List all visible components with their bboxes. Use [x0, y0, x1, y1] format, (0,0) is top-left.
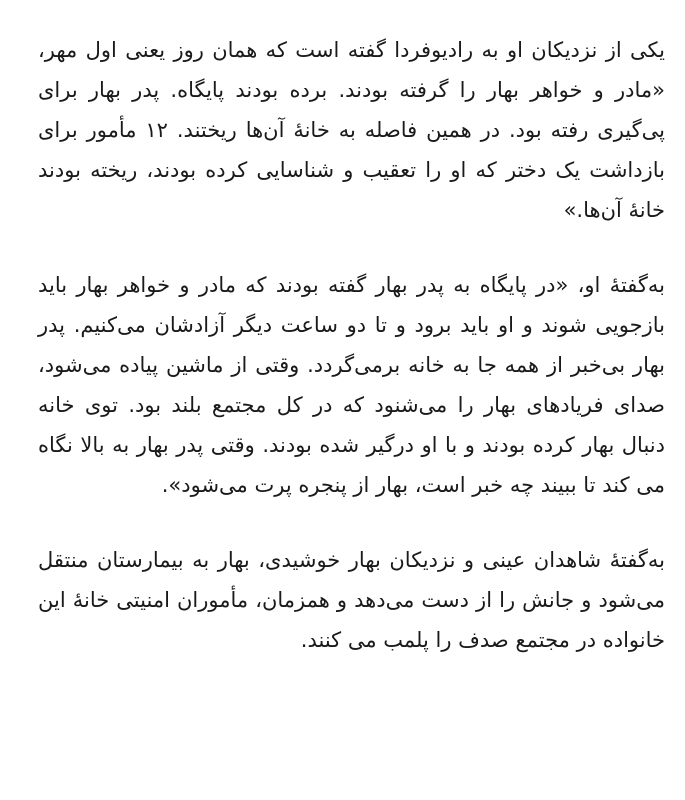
paragraph-2: به‌گفتهٔ او، «در پایگاه به پدر بهار گفته بودند که مادر و خواهر بهار باید بازجویی شوند و او باید برود و تا دو ساعت دیگر آزادشان می‌کنیم. پدر بهار بی‌خبر از همه جا به خانه برمی‌گردد. وقتی از ماشین پیاده می‌شود، صدای فریادهای بهار را می‌شنود که در کل مجتمع بلند بود. توی خانه دنبال بهار کرده بودند و با او درگیر شده بودند. وقتی پدر بهار به بالا نگاه می کند تا ببیند چه خبر است، بهار از پنجره پرت می‌شود».	[38, 273, 665, 497]
paragraph-1: یکی از نزدیکان او به رادیوفردا گفته است که همان روز یعنی اول مهر، «مادر و خواهر بهار را گرفته بودند. برده بودند پایگاه. پدر بهار برای پی‌گیری رفته بود. در همین فاصله به خانهٔ آن‌ها ریختند. ۱۲ مأمور برای بازداشت یک دختر که او را تعقیب و شناسایی کرده بودند، ریخته بودند خانهٔ آن‌ها.»	[38, 38, 665, 222]
article-body	[38, 30, 665, 695]
paragraph-3: به‌گفتهٔ شاهدان عینی و نزدیکان بهار خوشیدی، بهار به بیمارستان منتقل می‌شود و جانش را از دست می‌دهد و همزمان، مأموران امنیتی خانهٔ این خانواده در مجتمع صدف را پلمب می کنند.	[38, 548, 665, 652]
